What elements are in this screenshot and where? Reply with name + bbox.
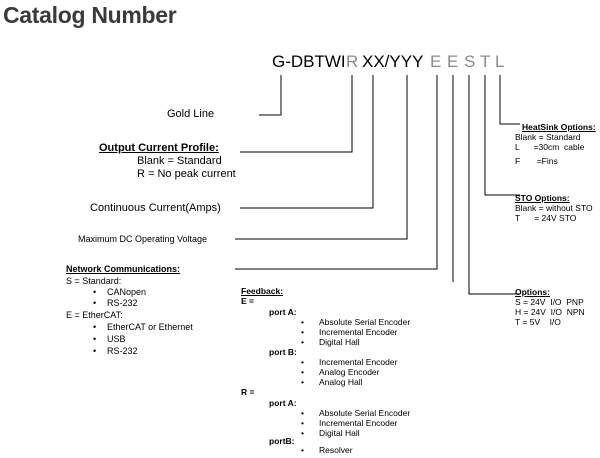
code-e2: E [447,52,459,71]
feedback-bullet: • [301,445,304,455]
network-s-label: S = Standard: [66,276,122,286]
feedback-bullet: • [301,428,304,438]
network-e-item-1: EtherCAT or Ethernet [107,322,193,332]
sto-heading: STO Options: [515,193,570,203]
heatsink-line-1: Blank = Standard [515,132,581,142]
feedback-e-port-b-item-2: Analog Encoder [319,367,380,377]
code-l: L [495,52,505,71]
feedback-bullet: • [301,317,304,327]
output-current-line-2: R = No peak current [137,168,236,180]
feedback-r-port-a-item-3: Digital Hall [319,428,360,438]
code-prefix: G-DBTWI [272,52,346,71]
sto-line-1: Blank = without STO [515,203,593,213]
network-e-item-3: RS-232 [107,346,138,356]
feedback-r-port-a-item-1: Absolute Serial Encoder [319,408,411,418]
output-current-connector [240,75,352,152]
network-bullet: • [93,298,97,308]
feedback-r-port-a-item-2: Incremental Encoder [319,418,398,428]
feedback-bullet: • [301,418,304,428]
network-e-label: E = EtherCAT: [66,310,123,320]
network-bullet: • [93,334,97,344]
continuous-current-label: Continuous Current(Amps) [90,202,221,214]
page-title: Catalog Number [3,2,177,28]
feedback-bullet: • [301,377,304,387]
feedback-bullet: • [301,327,304,337]
code-s: S [464,52,476,71]
options-connector [469,75,520,294]
heatsink-heading: HeatSink Options: [522,122,596,132]
feedback-e-port-a-item-3: Digital Hall [319,337,360,347]
feedback-e-port-a: port A: [269,307,297,317]
network-s-item-1: CANopen [107,287,147,297]
heatsink-line-2: L =30cm cable [515,142,585,152]
max-voltage-label: Maximum DC Operating Voltage [78,234,208,244]
sto-line-2: T = 24V STO [515,213,577,223]
feedback-e-port-a-item-1: Absolute Serial Encoder [319,317,411,327]
network-e-item-2: USB [107,334,126,344]
network-bullet: • [93,287,97,297]
feedback-e-port-b: port B: [269,347,297,357]
max-voltage-connector [235,75,407,239]
feedback-r-port-b: portB: [269,436,295,446]
continuous-current-connector [240,75,373,208]
feedback-bullet: • [301,357,304,367]
feedback-bullet: • [301,367,304,377]
feedback-e-port-a-item-2: Incremental Encoder [319,327,398,337]
output-current-heading: Output Current Profile: [99,142,219,154]
options-line-2: H = 24V I/O NPN [515,307,585,317]
code-t: T [480,52,491,71]
output-current-line-1: Blank = Standard [137,155,222,167]
network-bullet: • [93,346,97,356]
options-line-1: S = 24V I/O PNP [515,297,584,307]
options-line-3: T = 5V I/O [515,317,561,327]
heatsink-connector [500,75,520,124]
network-heading: Network Communications: [66,264,181,274]
feedback-e-port-b-item-1: Incremental Encoder [319,357,398,367]
code-r: R [346,52,359,71]
feedback-bullet: • [301,408,304,418]
feedback-e-port-b-item-3: Analog Hall [319,377,363,387]
options-heading: Options: [515,287,550,297]
network-bullet: • [93,322,97,332]
feedback-heading: Feedback: [241,286,284,296]
feedback-r-label: R = [241,387,255,397]
feedback-e-label: E = [241,296,254,306]
feedback-bullet: • [301,337,304,347]
feedback-r-port-a: port A: [269,398,297,408]
feedback-r-port-b-item-1: Resolver [319,445,353,455]
gold-line-label: Gold Line [167,108,215,120]
network-s-item-2: RS-232 [107,298,138,308]
code-e1: E [430,52,442,71]
code-xx-yyy: XX/YYY [362,52,424,71]
gold-line-connector [259,75,281,115]
heatsink-line-3: F =Fins [515,156,558,166]
